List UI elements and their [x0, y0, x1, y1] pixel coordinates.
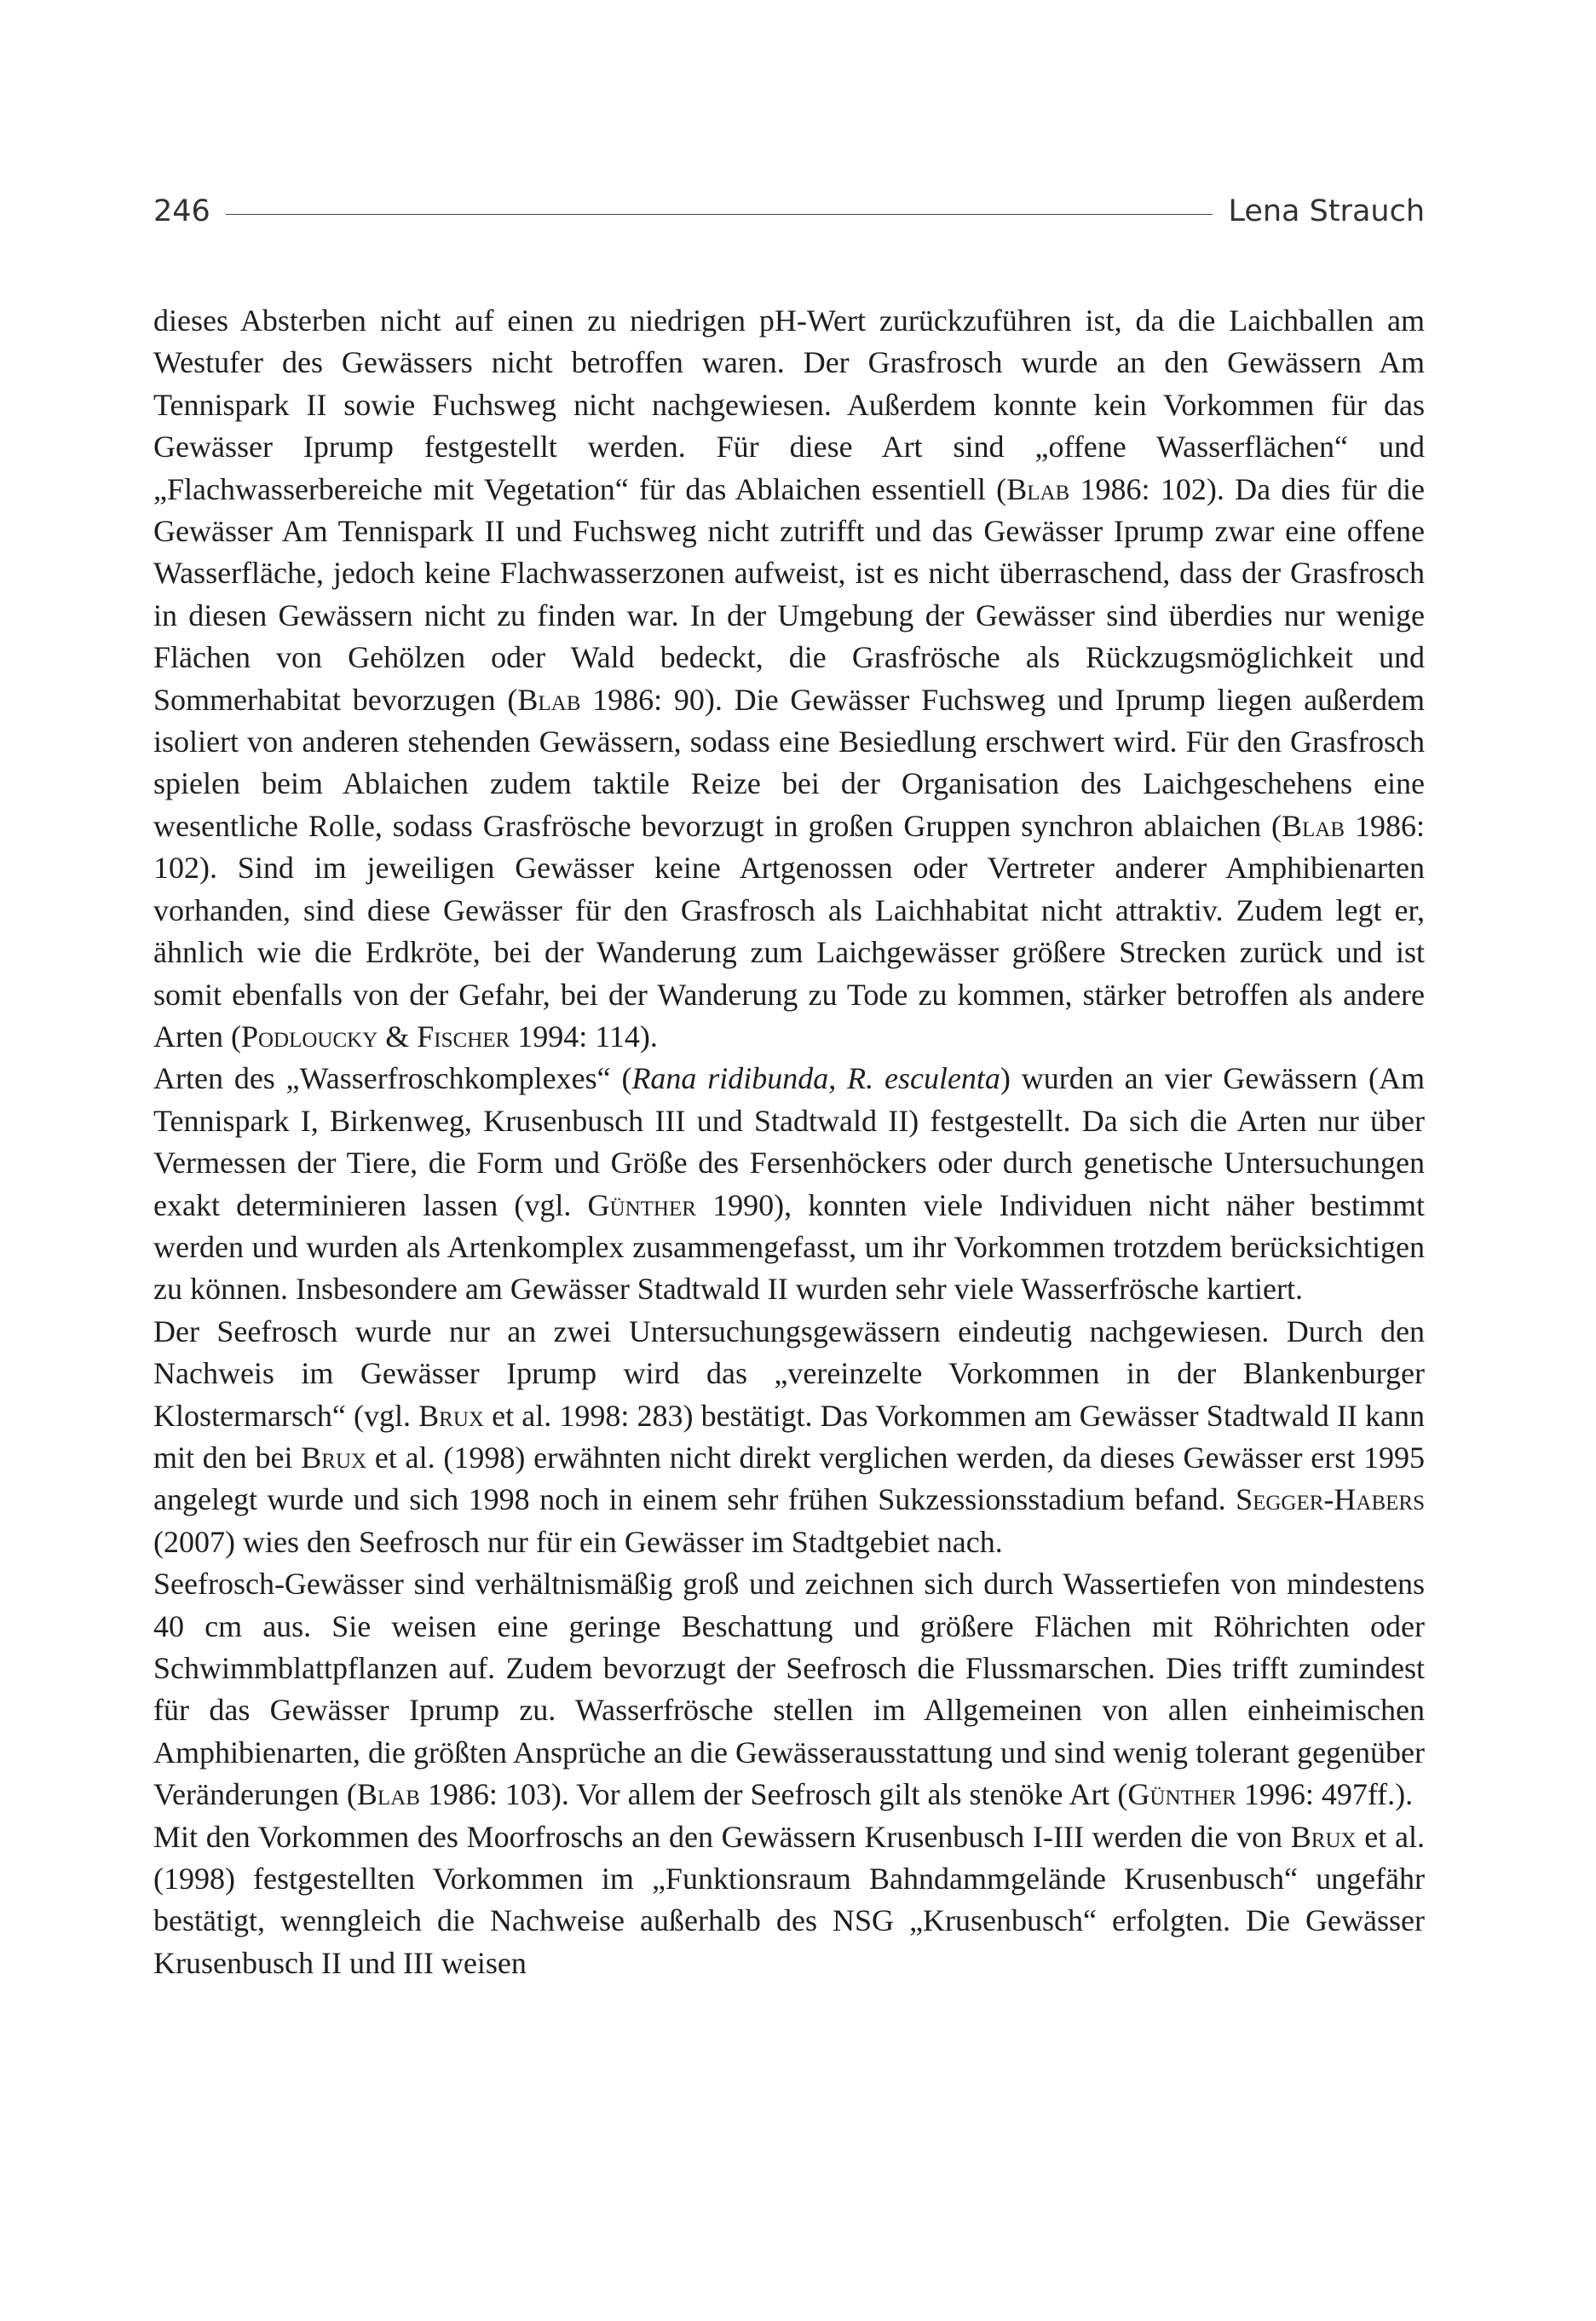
- citation-author: Segger-Habers: [1236, 1482, 1425, 1517]
- text-span: 1994: 114).: [510, 1019, 658, 1054]
- text-span: (2007) wies den Seefrosch nur für ein Gewässer im Stadtgebiet nach.: [153, 1524, 1003, 1559]
- text-span: et al. (1998) festgestellten Vorkommen im „Funktionsraum Bahndammgelände Krusenbusch“ ungefähr bestätigt, wenngleich die Nachweise außerhalb des NSG „Krusenbusch“ erfolgten. Die Gewässer Krusenbusch II und III weisen: [153, 1819, 1425, 1980]
- body-text: [153, 300, 1425, 1984]
- text-span: 1986: 103). Vor allem der Seefrosch gilt als stenöke Art (: [419, 1777, 1128, 1812]
- text-span: et al. 1998: 283) bestätigt. Das Vorkommen am Gewässer Stadtwald II kann mit den bei: [153, 1398, 1425, 1475]
- citation-author: Blab: [1282, 808, 1345, 843]
- species-name: Rana ridibunda, R. esculenta: [631, 1061, 1000, 1096]
- citation-author: Brux: [301, 1440, 367, 1475]
- text-span: Mit den Vorkommen des Moorfroschs an den Gewässern Krusenbusch I-III werden die von: [153, 1819, 1291, 1854]
- citation-author: Günther: [1127, 1777, 1236, 1812]
- text-span: Arten des „Wasserfroschkomplexes“ (: [153, 1061, 632, 1096]
- text-span: 1986: 102). Da dies für die Gewässer Am Tennispark II und Fuchsweg nicht zutrifft und das Gewässer Iprump zwar eine offene Wasserfläche, jedoch keine Flachwasserzonen aufweist, ist es nicht überraschend, dass der Grasfrosch in diesen Gewässern nicht zu finden war. In der Umgebung der Gewässer sind überdies nur wenige Flächen von Gehölzen oder Wald bedeckt, die Grasfrösche als Rückzugsmöglichkeit und Sommerhabitat bevorzugen (: [153, 471, 1425, 717]
- text-span: 1990), konnten viele Individuen nicht näher bestimmt werden und wurden als Artenkomplex zusammengefasst, um ihr Vorkommen trotzdem berücksichtigen zu können. Insbesondere am Gewässer Stadtwald II wurden sehr viele Wasserfrösche kartiert.: [153, 1187, 1426, 1307]
- text-span: 1986: 102). Sind im jeweiligen Gewässer keine Artgenossen oder Vertreter anderer Amphibienarten vorhanden, sind diese Gewässer für den Grasfrosch als Laichhabitat nicht attraktiv. Zudem legt er, ähnlich wie die Erdkröte, bei der Wanderung zum Laichgewässer größere Strecken zurück und ist somit ebenfalls von der Gefahr, bei der Wanderung zu Tode zu kommen, stärker betroffen als andere Arten (: [153, 808, 1425, 1054]
- citation-author: Blab: [517, 682, 581, 717]
- page-number: 246: [153, 194, 210, 228]
- citation-author: Brux: [1290, 1819, 1357, 1854]
- citation-author: Günther: [587, 1187, 696, 1222]
- text-span: 1986: 90). Die Gewässer Fuchsweg und Iprump liegen außerdem isoliert von anderen stehenden Gewässern, sodass eine Besiedlung erschwert wird. Für den Grasfrosch spielen beim Ablaichen zudem taktile Reize bei der Organisation des Laichgeschehens eine wesentliche Rolle, sodass Grasfrösche bevorzugt in großen Gruppen synchron ablaichen (: [153, 682, 1425, 843]
- paragraph-grasfrosch: [153, 300, 1425, 1058]
- running-header: [153, 189, 1425, 234]
- citation-author: Blab: [1006, 471, 1070, 506]
- running-head-author: Lena Strauch: [1228, 194, 1425, 228]
- text-span: Seefrosch-Gewässer sind verhältnismäßig groß und zeichnen sich durch Wassertiefen von mindestens 40 cm aus. Sie weisen eine geringe Beschattung und größere Flächen mit Röhrichten oder Schwimmblattpflanzen auf. Zudem bevorzugt der Seefrosch die Flussmarschen. Dies trifft zumindest für das Gewässer Iprump zu. Wasserfrösche stellen im Allgemeinen von allen einheimischen Amphibienarten, die größten Ansprüche an die Gewässerausstattung und sind wenig tolerant gegenüber Veränderungen (: [153, 1567, 1425, 1812]
- text-span: &: [377, 1019, 418, 1054]
- citation-author: Fischer: [417, 1019, 510, 1054]
- header-rule: [226, 214, 1213, 215]
- citation-author: Podloucky: [240, 1019, 378, 1054]
- paragraph-moorfrosch: [153, 1816, 1425, 1985]
- text-span: ) wurden an vier Gewässern (Am Tennispark I, Birkenweg, Krusenbusch III und Stadtwald II) festgestellt. Da sich die Arten nur über Vermessen der Tiere, die Form und Größe des Fersenhöckers oder durch genetische Untersuchungen exakt determinieren lassen (vgl.: [153, 1061, 1425, 1222]
- paragraph-seefrosch-nachweis: [153, 1311, 1425, 1563]
- text-span: et al. (1998) erwähnten nicht direkt verglichen werden, da dieses Gewässer erst 1995 angelegt wurde und sich 1998 noch in einem sehr frühen Sukzessionsstadium befand.: [153, 1440, 1425, 1517]
- citation-author: Brux: [418, 1398, 484, 1433]
- citation-author: Blab: [356, 1777, 420, 1812]
- paragraph-wasserfroschkomplex: [153, 1058, 1425, 1310]
- paragraph-seefrosch-gewaesser: [153, 1563, 1425, 1816]
- text-span: Der Seefrosch wurde nur an zwei Untersuchungsgewässern eindeutig nachgewiesen. Durch den Nachweis im Gewässer Iprump wird das „vereinzelte Vorkommen in der Blankenburger Klostermarsch“ (vgl.: [153, 1314, 1425, 1433]
- text-span: 1996: 497ff.).: [1236, 1777, 1414, 1812]
- text-span: dieses Absterben nicht auf einen zu niedrigen pH-Wert zurückzuführen ist, da die Laichballen am Westufer des Gewässers nicht betroffen waren. Der Grasfrosch wurde an den Gewässern Am Tennispark II sowie Fuchsweg nicht nachgewiesen. Außerdem konnte kein Vorkommen für das Gewässer Iprump festgestellt werden. Für diese Art sind „offene Wasserflächen“ und „Flachwasserbereiche mit Vegetation“ für das Ablaichen essentiell (: [153, 303, 1425, 506]
